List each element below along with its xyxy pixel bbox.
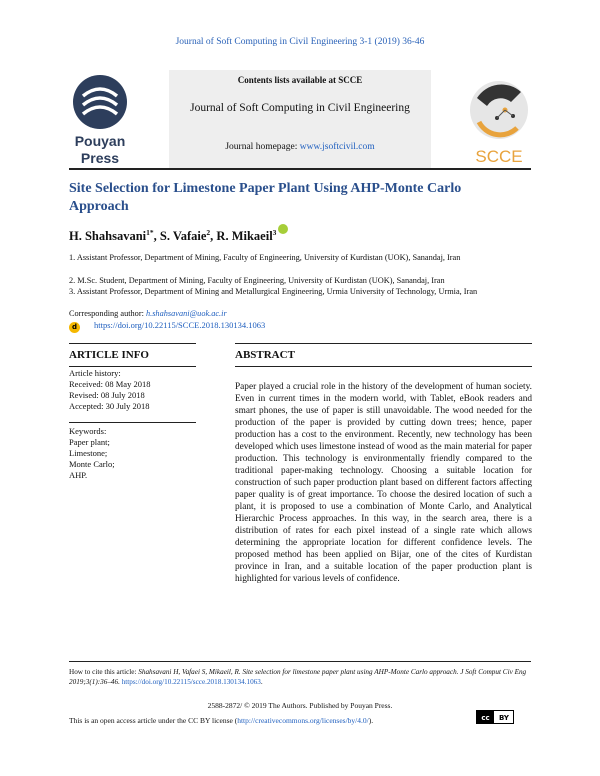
running-head: Journal of Soft Computing in Civil Engineering 3-1 (2019) 36-46 — [175, 37, 425, 47]
pouyan-logo-text-2: Press — [80, 150, 120, 166]
article-info-rule-top — [69, 343, 196, 344]
contents-line — [169, 75, 431, 85]
citation-text: Shahsavani H, Vafaei S, Mikaeil, R. Site selection for limestone paper plant using AHP-Monte Carlo approach. J Soft Comput Civ Eng 2019;3(1):36–46. — [69, 668, 527, 686]
homepage-link[interactable]: www.jsoftcivil.com — [299, 142, 375, 152]
author-name: R. Mikaeil — [216, 229, 273, 243]
doi-row — [69, 320, 265, 333]
affiliation-3: 3. Assistant Professor, Department of Mining and Metallurgical Engineering, Urmia University of Technology, Urmia, Iran — [69, 287, 478, 296]
keywords — [69, 426, 196, 481]
orcid-icon[interactable] — [278, 224, 288, 234]
pouyan-logo-text-1: Pouyan — [74, 133, 126, 149]
keyword-item: Limestone; — [69, 448, 108, 458]
article-history — [69, 368, 196, 412]
history-revised: Revised: 08 July 2018 — [69, 390, 145, 400]
license-link[interactable]: http://creativecommons.org/licenses/by/4.0/ — [237, 716, 369, 725]
author-affiliation-marker: 3 — [272, 227, 277, 237]
citation-label: How to cite this article: — [69, 668, 137, 676]
article-info-rule — [69, 366, 196, 367]
corresponding-email-link[interactable]: h.shahsavani@uok.ac.ir — [145, 309, 227, 318]
doi-icon: d — [69, 322, 80, 333]
history-received: Received: 08 May 2018 — [69, 379, 151, 389]
keyword-item: AHP. — [69, 470, 88, 480]
article-title — [69, 180, 539, 216]
pouyan-press-logo — [69, 72, 131, 168]
doi-link[interactable]: https://doi.org/10.22115/SCCE.2018.130134.1063 — [94, 320, 266, 330]
affiliation-1: 1. Assistant Professor, Department of Mining, Faculty of Engineering, University of Kurdistan (UOK), Sanandaj, Iran — [69, 253, 461, 262]
author-name: S. Vafaie — [159, 229, 207, 243]
abstract-rule-top — [235, 343, 532, 344]
masthead — [69, 70, 531, 168]
scce-logo-text: SCCE — [475, 147, 523, 166]
license-prefix: This is an open access article under the CC BY license ( — [69, 716, 238, 725]
license-suffix: ). — [368, 716, 374, 725]
corresponding-author — [69, 308, 531, 319]
author-name: H. Shahsavani — [69, 229, 147, 243]
abstract-body: Paper played a crucial role in the history of the development of human society. Even in current times in the modern world, with Tablet, eBook readers and smart phones, the use of paper is still unavoidable. The wood needed for the production of the paper is provided by cutting down trees; hence, paper production has a cost to the environment. Recently, new technology has been developed which uses limestone instead of wood as the main material for paper production. This technology is environmentally friendly compared to the traditional paper-making technology. Choosing a suitable location for construction of such paper production plant based on different factors affecting paper quality is of great importance. To choose the desired location of such a plant, it is proposed to use a combination of Monte Carlo, and Analytical Hierarchic Process approaches. In this way, in the search area, there is a distribution of rates for each pixel instead of a single rate which allows determining the appropriate location for different confidence levels. The proposed method has been applied on Bijar, one of the cites of Kurdistan province in Iran, and a suitable location of the paper production plant is highlighted for various levels of confidence. — [235, 382, 532, 584]
keyword-item: Paper plant; — [69, 437, 110, 447]
title-line-1: Site Selection for Limestone Paper Plant Using AHP-Monte Carlo — [69, 181, 462, 196]
keywords-rule — [69, 422, 196, 423]
citation-note — [69, 667, 535, 687]
affiliation-2: 2. M.Sc. Student, Department of Mining, Faculty of Engineering, University of Kurdistan (UOK), Sanandaj, Iran — [69, 276, 445, 285]
author-affiliation-marker: 2 — [206, 227, 211, 237]
license-line — [69, 716, 469, 725]
author-list — [69, 224, 539, 244]
keyword-item: Monte Carlo; — [69, 459, 115, 469]
citation-end: . — [260, 678, 263, 686]
cc-by-badge-icon[interactable] — [476, 710, 514, 724]
history-label: Article history: — [69, 368, 121, 378]
title-line-2: Approach — [69, 199, 129, 214]
keywords-label: Keywords: — [69, 426, 107, 436]
homepage-line — [169, 142, 431, 152]
journal-name: Journal of Soft Computing in Civil Engineering — [190, 102, 410, 114]
scce-logo — [467, 76, 531, 168]
abstract-rule — [235, 366, 532, 367]
copyright-line: 2588-2872/ © 2019 The Authors. Published by Pouyan Press. — [207, 701, 393, 710]
history-accepted: Accepted: 30 July 2018 — [69, 401, 150, 411]
citation-doi-link[interactable]: https://doi.org/10.22115/scce.2018.130134.1063 — [121, 678, 261, 686]
contents-source: SCCE — [338, 75, 363, 85]
abstract-heading: ABSTRACT — [235, 349, 295, 361]
header-rule — [69, 168, 531, 170]
footer-rule — [69, 661, 531, 662]
article-info-heading: ARTICLE INFO — [69, 349, 149, 361]
author-separator: , — [153, 229, 160, 243]
corresponding-label: Corresponding author: — [69, 309, 144, 318]
masthead-box — [169, 70, 431, 168]
author-separator: , — [210, 229, 217, 243]
homepage-label: Journal homepage: — [225, 142, 298, 152]
cc-badge-left-text: cc — [481, 714, 490, 722]
contents-text: Contents lists available at — [237, 75, 336, 85]
author-affiliation-marker: 1* — [146, 227, 154, 237]
cc-badge-right-text: BY — [498, 714, 510, 722]
